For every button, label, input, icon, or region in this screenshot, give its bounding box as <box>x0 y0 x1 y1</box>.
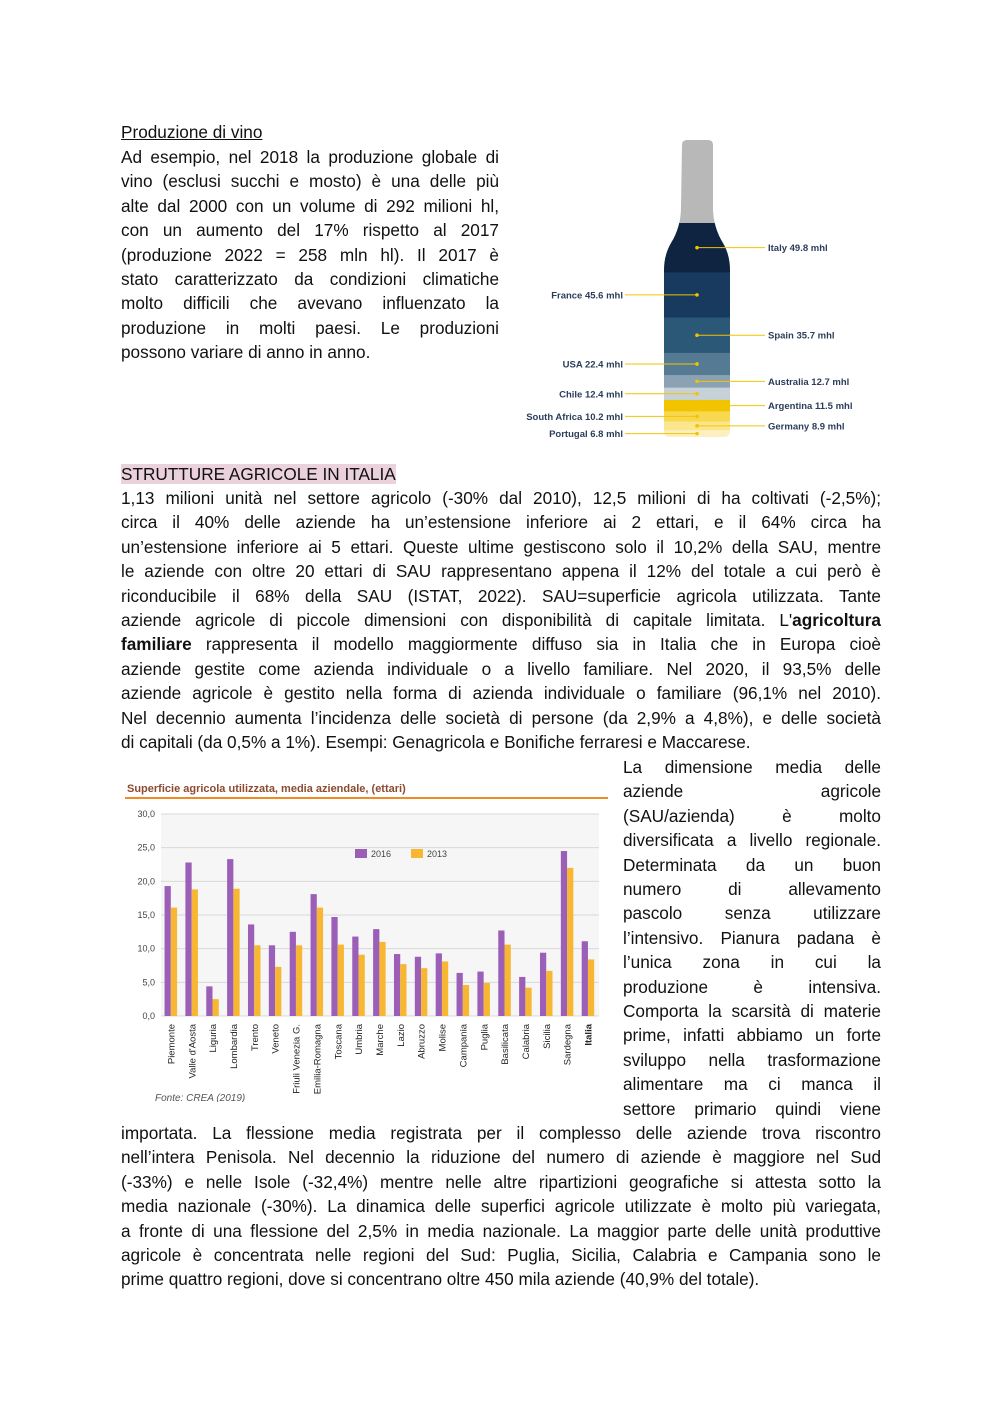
wine-text-line: possono variare di anno in anno. <box>121 342 371 363</box>
x-tick-label: Friuli Venezia G. <box>291 1024 303 1094</box>
bar-2013-basilicata <box>505 945 511 1016</box>
y-tick-label: 25,0 <box>137 842 155 853</box>
structure-text-line: circa il 40% delle aziende ha un’estensione inferiore ai 2 ettari, e il 64% circa ha <box>121 512 881 533</box>
bottle-body <box>655 135 745 438</box>
structure-text-line: le aziende con oltre 20 ettari di SAU rappresentano appena il 12% del totale a cui però è <box>121 561 881 582</box>
x-tick-label: Calabria <box>521 1024 532 1060</box>
bar-2016-liguria <box>206 986 212 1016</box>
bottle-label-portugal: Portugal 6.8 mhl <box>549 429 623 441</box>
x-tick-label: Liguria <box>208 1024 220 1053</box>
structure-text-line: Nel decennio aumenta l’incidenza delle società di persone (da 2,9% a 4,8%), e delle società <box>121 707 881 728</box>
bar-2016-abruzzo <box>415 957 421 1016</box>
x-tick-label: Lombardia <box>229 1024 240 1069</box>
bar-2013-valle-d-aosta <box>192 889 198 1016</box>
bottom-text-line: agricole è concentrata nelle regioni del Sud: Puglia, Sicilia, Calabria e Campania sono le <box>121 1245 881 1265</box>
wine-production-chart <box>515 135 885 445</box>
bottom-text-line: nell’intera Penisola. Nel decennio la riduzione del numero di aziende è maggiore nel Sud <box>121 1147 881 1168</box>
structure-text-line: aziende gestite come azienda individuale o a livello familiare. Nel 2020, il 93,5% delle <box>121 658 881 679</box>
bottle-label-usa: USA 22.4 mhl <box>562 359 623 371</box>
x-tick-label: Puglia <box>479 1024 491 1051</box>
bar-2016-sicilia <box>540 953 546 1016</box>
structure-text-line <box>121 608 881 632</box>
side-text-line: diversificata a livello regionale. <box>623 830 881 851</box>
y-tick-label: 10,0 <box>137 943 155 954</box>
bar-2016-campania <box>457 973 463 1016</box>
bold-term-familiare: familiare <box>121 634 192 655</box>
bar-2013-friuli-venezia-g- <box>296 945 302 1016</box>
chart-title: Superficie agricola utilizzata, media aziendale, (ettari) <box>127 783 406 795</box>
bar-2016-toscana <box>331 917 337 1016</box>
bar-2016-sardegna <box>561 851 567 1016</box>
y-tick-label: 30,0 <box>137 809 155 819</box>
x-tick-label: Italia <box>583 1024 595 1046</box>
bar-2016-emilia-romagna <box>311 894 317 1016</box>
bar-2013-lazio <box>400 964 406 1016</box>
bar-2016-italia <box>582 941 588 1016</box>
wine-text-line: Ad esempio, nel 2018 la produzione globale di <box>121 147 499 167</box>
bar-2013-veneto <box>275 967 281 1016</box>
structure-text-line: 1,13 milioni unità nel settore agricolo (-30% dal 2010), 12,5 milioni di ha coltivati (-2,5%); <box>121 488 881 508</box>
bar-2013-italia <box>588 959 594 1016</box>
structure-text-segment: aziende agricole di piccole dimensioni con disponibilità di capitale limitata. L' <box>121 610 793 630</box>
side-text-line: Comporta la scarsità di materie <box>623 1001 881 1021</box>
wine-text-line: con un aumento del 17% rispetto al 2017 <box>121 220 499 241</box>
structure-text-line: aziende agricole è gestito nella forma di azienda individuale o familiare (96,1% nel 2010). <box>121 683 881 704</box>
wine-text-line: (produzione 2022 = 258 mln hl). Il 2017 è <box>121 244 499 265</box>
side-text-line: (SAU/azienda) è molto <box>623 805 881 826</box>
wine-text-line: stato caratterizzato da condizioni climatiche <box>121 269 499 289</box>
bottle-label-south-africa: South Africa 10.2 mhl <box>526 411 623 423</box>
side-text-line: alimentare ma ci manca il <box>623 1074 881 1095</box>
sau-bar-chart <box>121 770 611 1102</box>
y-tick-label: 20,0 <box>137 876 155 887</box>
bar-2016-trento <box>248 924 254 1016</box>
y-tick-label: 0,0 <box>142 1011 155 1021</box>
x-tick-label: Piemonte <box>166 1024 178 1065</box>
bold-term-agricoltura: agricoltura <box>792 610 881 630</box>
bottle-leader-dot <box>695 404 699 408</box>
bar-2016-veneto <box>269 945 275 1016</box>
x-tick-label: Sicilia <box>541 1024 553 1049</box>
bar-2013-liguria <box>213 999 219 1016</box>
bottle-label-germany: Germany 8.9 mhl <box>768 421 845 433</box>
x-tick-label: Molise <box>437 1024 449 1052</box>
side-text-line: prime, infatti abbiamo un forte <box>623 1025 881 1046</box>
bottle-leader-dot <box>695 333 699 337</box>
side-text-line: produzione è intensiva. <box>623 976 881 997</box>
bar-2016-lombardia <box>227 859 233 1016</box>
structure-text-line: di capitali (da 0,5% a 1%). Esempi: Genagricola e Bonifiche ferraresi e Maccarese. <box>121 732 751 752</box>
x-tick-label: Veneto <box>270 1024 282 1054</box>
bottle-label-australia: Australia 12.7 mhl <box>768 376 850 388</box>
y-tick-label: 5,0 <box>142 977 155 988</box>
structure-text-line <box>121 632 881 656</box>
bar-2016-umbria <box>352 937 358 1016</box>
section-title-wine: Produzione di vino <box>121 122 263 142</box>
x-tick-label: Campania <box>458 1024 470 1068</box>
x-tick-label: Lazio <box>395 1024 407 1047</box>
x-tick-label: Marche <box>375 1024 386 1056</box>
bottom-text-line: a fronte di una flessione del 2,5% in media nazionale. La maggior parte delle unità produttive <box>121 1220 881 1241</box>
bottle-label-spain: Spain 35.7 mhl <box>768 330 835 342</box>
bar-2013-umbria <box>359 955 365 1016</box>
side-text-line: pascolo senza utilizzare <box>623 903 881 924</box>
bottom-text-line: importata. La flessione media registrata per il complesso delle aziende trova riscontro <box>121 1123 881 1143</box>
side-text-line: l’unica zona in cui la <box>623 952 881 973</box>
structure-text-segment: rappresenta il modello maggiormente diffuso sia in Italia che in Europa cioè <box>191 634 881 655</box>
bottle-label-chile: Chile 12.4 mhl <box>559 389 623 401</box>
bottle-leader-dot <box>695 432 699 436</box>
bar-2013-emilia-romagna <box>317 908 323 1016</box>
bottle-leader-dot <box>695 246 699 250</box>
bar-2013-marche <box>379 942 385 1016</box>
bottle-leader-dot <box>695 392 699 396</box>
bottle-leader-dot <box>695 380 699 384</box>
bar-2016-valle-d-aosta <box>185 862 191 1016</box>
wine-text-line: alte dal 2000 con un volume di 292 milioni hl, <box>121 195 499 216</box>
bar-2013-abruzzo <box>421 968 427 1016</box>
structure-text-line: un’estensione inferiore ai 5 ettari. Queste ultime gestiscono solo il 10,2% della SAU, mentre <box>121 536 881 557</box>
bottle-leader-dot <box>695 424 699 428</box>
bar-2016-basilicata <box>498 930 504 1016</box>
x-tick-label: Emilia-Romagna <box>312 1024 324 1095</box>
side-text-line: numero di allevamento <box>623 879 881 899</box>
bar-2013-trento <box>254 945 260 1016</box>
bar-2016-friuli-venezia-g- <box>290 932 296 1016</box>
wine-text-line: vino (esclusi succhi e mosto) è una delle più <box>121 171 499 192</box>
x-tick-label: Trento <box>249 1024 261 1052</box>
bottle-label-france: France 45.6 mhl <box>551 290 623 302</box>
wine-text-line: produzione in molti paesi. Le produzioni <box>121 317 499 338</box>
bottom-text-line: (-33%) e nelle Isole (-32,4%) mentre nelle altre ripartizioni geografiche si attesta sotto la <box>121 1171 881 1192</box>
bar-2013-sardegna <box>567 868 573 1016</box>
bar-2013-toscana <box>338 945 344 1016</box>
legend-swatch-2013 <box>411 849 423 858</box>
bar-2016-piemonte <box>165 886 171 1016</box>
bar-2013-molise <box>442 961 448 1016</box>
bar-2016-puglia <box>477 972 483 1016</box>
bottle-leader-dot <box>695 362 699 366</box>
y-tick-label: 15,0 <box>137 910 155 920</box>
bar-2013-puglia <box>484 983 490 1016</box>
x-tick-label: Abruzzo <box>416 1024 428 1059</box>
chart-source: Fonte: CREA (2019) <box>155 1093 246 1102</box>
bottle-label-italy: Italy 49.8 mhl <box>768 243 828 255</box>
section-title-agricultural-structures: STRUTTURE AGRICOLE IN ITALIA <box>121 464 396 484</box>
x-tick-label: Basilicata <box>500 1024 512 1065</box>
x-tick-label: Umbria <box>354 1024 366 1055</box>
wine-text-line: molto difficili che avevano influenzato la <box>121 293 499 314</box>
structure-text-line: riconducibile il 68% della SAU (ISTAT, 2022). SAU=superficie agricola utilizzata. Tante <box>121 585 881 606</box>
legend-label-2013: 2013 <box>427 849 448 859</box>
bottom-text-line: prime quattro regioni, dove si concentrano oltre 450 mila aziende (40,9% del totale). <box>121 1269 760 1290</box>
bottle-leader-dot <box>695 293 699 297</box>
bottle-leader-dot <box>695 415 699 419</box>
bar-2016-marche <box>373 929 379 1016</box>
x-tick-label: Sardegna <box>562 1024 574 1066</box>
bar-2013-calabria <box>525 988 531 1016</box>
bottle-label-argentina: Argentina 11.5 mhl <box>768 401 853 413</box>
side-text-line: Determinata da un buon <box>623 854 881 875</box>
bar-2013-sicilia <box>546 971 552 1016</box>
side-text-line: sviluppo nella trasformazione <box>623 1049 881 1070</box>
bar-2016-molise <box>436 953 442 1016</box>
bottom-text-line: media nazionale (-30%). La dinamica delle superfici agricole utilizzate è molto più variegata, <box>121 1196 881 1217</box>
bar-2016-calabria <box>519 977 525 1016</box>
side-text-line: La dimensione media delle <box>623 757 881 777</box>
legend-label-2016: 2016 <box>371 849 392 859</box>
bar-2013-piemonte <box>171 908 177 1016</box>
side-text-line: l’intensivo. Pianura padana è <box>623 927 881 948</box>
side-text-line: aziende agricole <box>623 781 881 802</box>
bar-2013-campania <box>463 985 469 1016</box>
side-text-line: settore primario quindi viene <box>623 1098 881 1119</box>
bar-2016-lazio <box>394 954 400 1016</box>
legend-swatch-2016 <box>355 849 367 858</box>
x-tick-label: Valle d'Aosta <box>187 1024 199 1079</box>
x-tick-label: Toscana <box>333 1024 345 1060</box>
bar-2013-lombardia <box>233 889 239 1016</box>
